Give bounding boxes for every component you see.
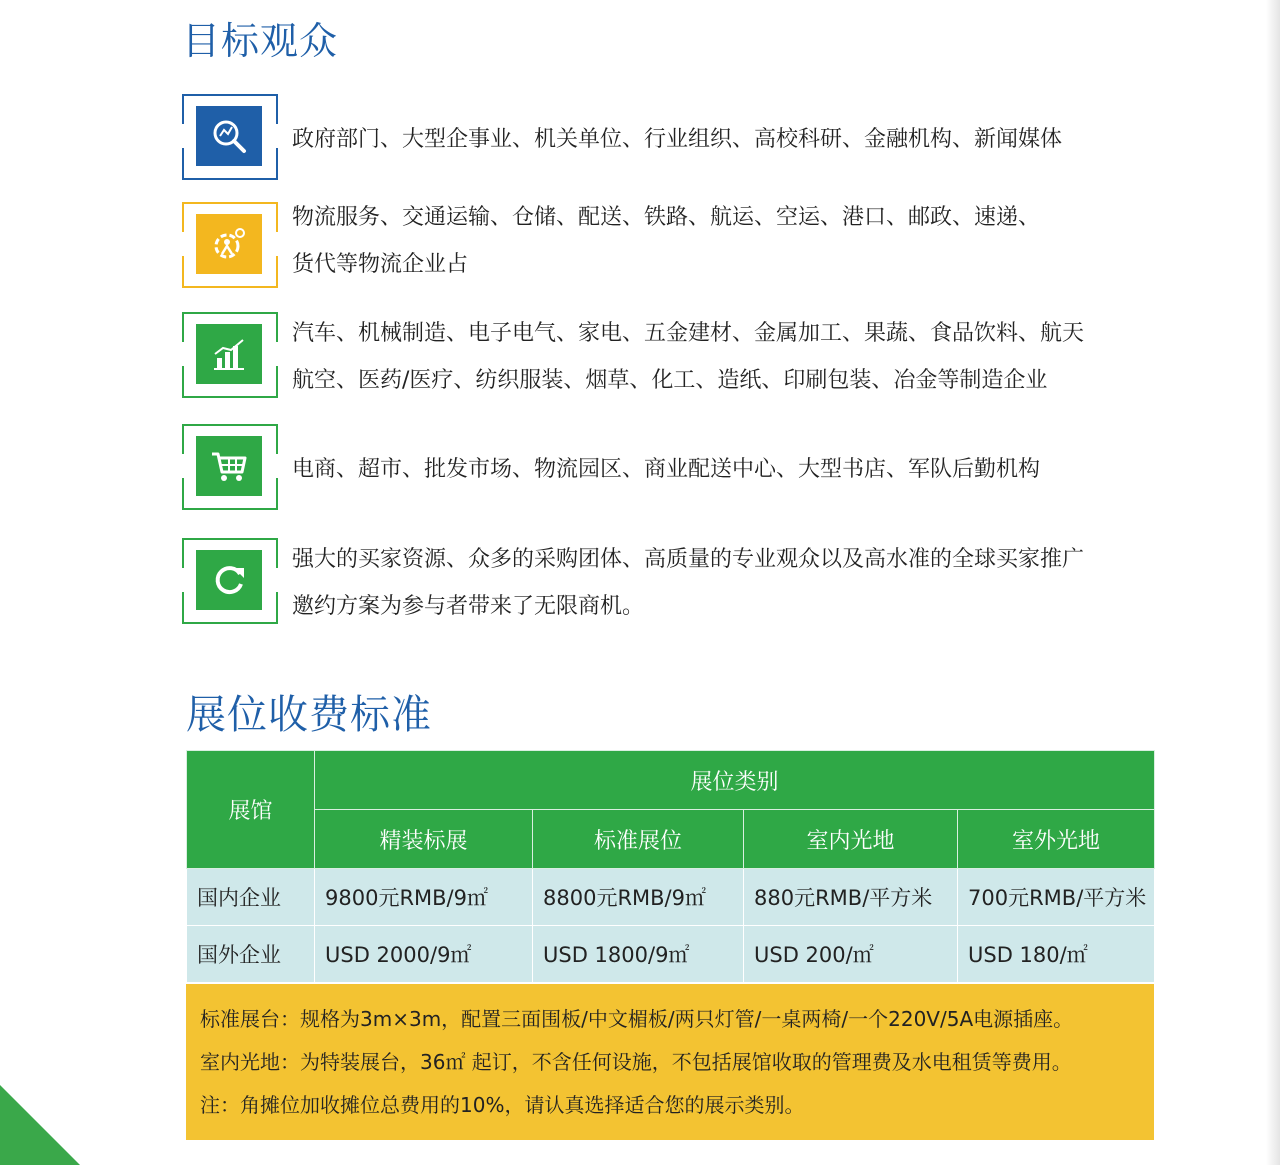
fees-table <box>186 750 1155 983</box>
audience-item-manufacturing <box>182 312 1162 402</box>
audience-heading: 目标观众 <box>182 19 339 63</box>
magnifier-chart-icon <box>196 106 262 166</box>
column-header: 室外光地 <box>958 810 1155 869</box>
icon-frame <box>182 312 278 398</box>
table-cell: USD 180/㎡ <box>958 926 1155 983</box>
icon-frame <box>182 202 278 288</box>
audience-text-line: 邀约方案为参与者带来了无限商机。 <box>292 594 645 619</box>
audience-text-line: 汽车、机械制造、电子电气、家电、五金建材、金属加工、果蔬、食品饮料、航天 <box>292 321 1085 346</box>
note-line: 注：角摊位加收摊位总费用的10%，请认真选择适合您的展示类别。 <box>200 1093 805 1117</box>
table-cell: USD 1800/9㎡ <box>533 926 744 983</box>
audience-text-line: 政府部门、大型企事业、机关单位、行业组织、高校科研、金融机构、新闻媒体 <box>292 127 1063 152</box>
audience-text-line: 强大的买家资源、众多的采购团体、高质量的专业观众以及高水准的全球买家推广 <box>292 547 1085 572</box>
audience-text-line: 货代等物流企业占 <box>292 252 469 277</box>
table-cell: USD 200/㎡ <box>744 926 958 983</box>
right-edge-shadow <box>1266 0 1280 1165</box>
gear-person-icon <box>196 214 262 274</box>
icon-frame <box>182 538 278 624</box>
table-row <box>187 869 1155 926</box>
icon-frame <box>182 424 278 510</box>
audience-item-buyers <box>182 538 1162 628</box>
icon-frame <box>182 94 278 180</box>
table-cell: 8800元RMB/9㎡ <box>533 869 744 926</box>
column-header: 精装标展 <box>315 810 533 869</box>
group-header: 展位类别 <box>315 751 1155 810</box>
note-line: 标准展台：规格为3m×3m，配置三面围板/中文楣板/两只灯管/一桌两椅/一个220V/5A电源插座。 <box>200 1007 1074 1031</box>
row-header: 国内企业 <box>187 869 315 926</box>
table-cell: 9800元RMB/9㎡ <box>315 869 533 926</box>
column-header: 室内光地 <box>744 810 958 869</box>
column-header: 标准展位 <box>533 810 744 869</box>
audience-text-line: 物流服务、交通运输、仓储、配送、铁路、航运、空运、港口、邮政、速递、 <box>292 205 1041 230</box>
note-line: 室内光地：为特装展台，36㎡ 起订，不含任何设施，不包括展馆收取的管理费及水电租赁等费用。 <box>200 1050 1072 1074</box>
shopping-cart-icon <box>196 436 262 496</box>
bar-chart-icon <box>196 324 262 384</box>
notes-box <box>186 984 1154 1140</box>
audience-text-line: 电商、超市、批发市场、物流园区、商业配送中心、大型书店、军队后勤机构 <box>292 457 1041 482</box>
refresh-icon <box>196 550 262 610</box>
audience-item-government <box>182 94 1162 184</box>
corner-header: 展馆 <box>187 751 315 869</box>
table-cell: USD 2000/9㎡ <box>315 926 533 983</box>
audience-text-line: 航空、医药/医疗、纺织服装、烟草、化工、造纸、印刷包装、冶金等制造企业 <box>292 368 1048 393</box>
audience-item-commerce <box>182 424 1162 514</box>
table-cell: 700元RMB/平方米 <box>958 869 1155 926</box>
audience-item-logistics <box>182 202 1162 292</box>
table-row <box>187 926 1155 983</box>
corner-decoration <box>0 1085 80 1165</box>
row-header: 国外企业 <box>187 926 315 983</box>
table-cell: 880元RMB/平方米 <box>744 869 958 926</box>
fees-heading: 展位收费标准 <box>186 692 432 738</box>
